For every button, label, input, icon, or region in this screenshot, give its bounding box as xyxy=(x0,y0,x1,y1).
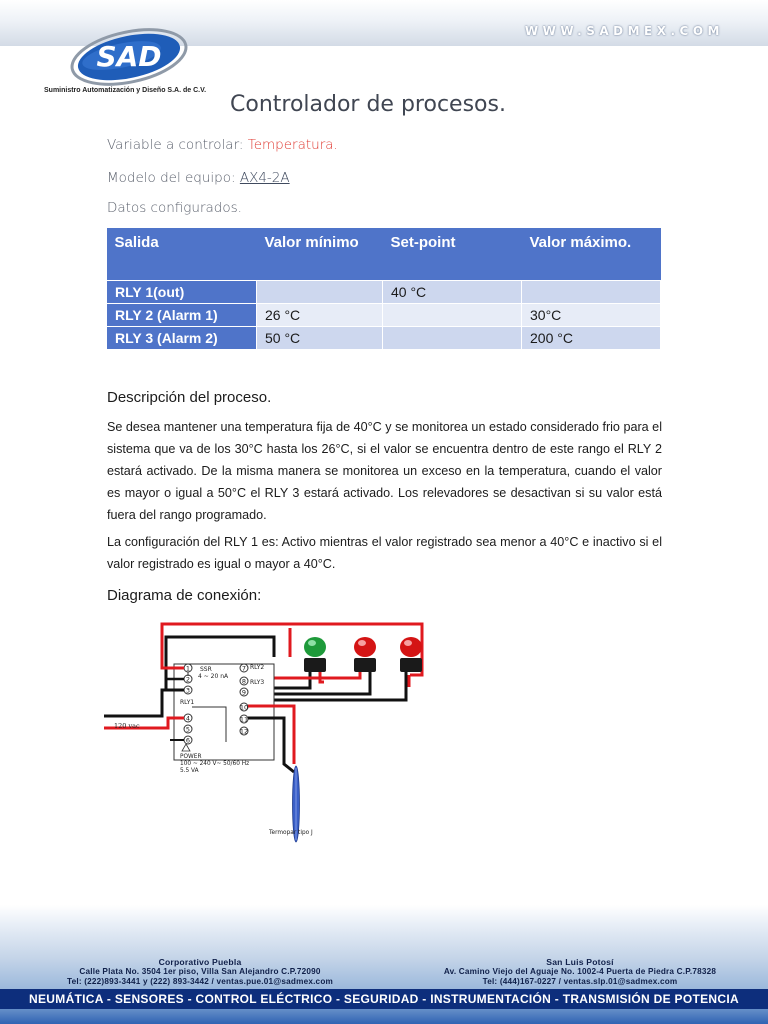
svg-text:9: 9 xyxy=(241,688,247,697)
col-header-max: Valor máximo. xyxy=(522,228,661,280)
pilot-light-red xyxy=(400,637,422,672)
model-line xyxy=(107,170,290,186)
sad-logo xyxy=(64,24,194,90)
rly1-label: RLY1 xyxy=(180,699,195,706)
description-paragraph-1: Se desea mantener una temperatura fija de 40°C y se monitorea un estado considerado frio para el sistema que va de los 30°C hasta los 26°C, si el valor se encuentra dentro de este rango el RLY 2 estará activado. De la misma manera se monitorea un exceso en la temperatura, cuando el valor es mayor o igual a 50°C el RLY 3 estará activado. Los relevadores se desactivan si su valor está fuera del rango programado. xyxy=(107,420,662,522)
table-row xyxy=(107,303,661,326)
svg-text:4: 4 xyxy=(185,714,191,723)
svg-text:6: 6 xyxy=(185,736,191,745)
power-label: POWER xyxy=(180,754,202,760)
svg-text:8: 8 xyxy=(241,677,247,686)
table-row xyxy=(107,326,661,349)
col-header-setpoint: Set-point xyxy=(383,228,522,280)
cell-setpoint xyxy=(383,303,522,326)
footer-contact-line: Tel: (222)893-3441 y (222) 893-3442 / ventas.pue.01@sadmex.com xyxy=(67,977,333,986)
cell-max: 30°C xyxy=(522,303,661,326)
logo-text: SAD xyxy=(96,40,162,73)
svg-text:11: 11 xyxy=(239,715,249,724)
row-label: RLY 1(out) xyxy=(107,280,257,303)
footer-address-slp xyxy=(410,957,750,987)
power-spec: 100 ~ 240 V~ 50/60 Hz xyxy=(180,761,250,767)
ssr-range-label: 4 ~ 20 nA xyxy=(198,673,229,680)
cell-min: 50 °C xyxy=(257,326,383,349)
cell-min: 26 °C xyxy=(257,303,383,326)
footer-contact-line: Tel: (444)167-0227 / ventas.slp.01@sadmex.com xyxy=(482,977,678,986)
row-label: RLY 2 (Alarm 1) xyxy=(107,303,257,326)
svg-text:7: 7 xyxy=(241,664,247,673)
row-label: RLY 3 (Alarm 2) xyxy=(107,326,257,349)
rly2-label: RLY2 xyxy=(250,664,265,671)
cell-setpoint: 40 °C xyxy=(383,280,522,303)
col-header-output: Salida xyxy=(107,228,257,280)
logo-caption: Suministro Automatización y Diseño S.A. de C.V. xyxy=(44,87,207,94)
rly3-label: RLY3 xyxy=(250,679,265,686)
table-row xyxy=(107,280,661,303)
description-paragraph-2: La configuración del RLY 1 es: Activo mientras el valor registrado sea menor a 40°C e inactivo si el valor registrado es igual o mayor a 40°C. xyxy=(107,535,662,571)
description-heading: Descripción del proceso. xyxy=(107,389,272,406)
table-header-row xyxy=(107,228,661,280)
cell-max: 200 °C xyxy=(522,326,661,349)
ssr-label: SSR xyxy=(200,666,212,673)
wire-supply-black xyxy=(104,690,184,716)
document-title: Controlador de procesos. xyxy=(230,92,506,117)
svg-text:1: 1 xyxy=(185,664,191,673)
footer-address-line: Av. Camino Viejo del Aguaje No. 1002-4 Puerta de Piedra C.P.78328 xyxy=(443,967,717,976)
connection-diagram xyxy=(104,612,444,852)
pilot-light-red xyxy=(354,637,376,672)
footer-tagline: NEUMÁTICA - SENSORES - CONTROL ELÉCTRICO - SEGURIDAD - INSTRUMENTACIÓN - TRANSMISIÓN DE POTENCIA xyxy=(0,989,768,1009)
footer-address-line: Calle Plata No. 3504 1er piso, Villa San Alejandro C.P.72090 xyxy=(79,967,321,976)
model-label: Modelo del equipo: xyxy=(107,170,240,186)
footer-heading-puebla: Corporativo Puebla xyxy=(158,957,242,967)
cell-setpoint xyxy=(383,326,522,349)
data-heading: Datos configurados. xyxy=(107,200,242,216)
svg-text:12: 12 xyxy=(239,727,249,736)
thermocouple-label: Termopar tipo J xyxy=(269,830,313,836)
svg-text:5: 5 xyxy=(185,725,191,734)
model-link[interactable]: AX4-2A xyxy=(239,170,290,186)
col-header-min: Valor mínimo xyxy=(257,228,383,280)
footer-heading-slp: San Luis Potosí xyxy=(546,957,614,967)
supply-label: 120 vac xyxy=(114,722,140,730)
power-va: 5.5 VA xyxy=(180,768,199,774)
pilot-light-green xyxy=(304,637,326,672)
svg-text:3: 3 xyxy=(185,686,191,695)
website-url[interactable]: WWW.SADMEX.COM xyxy=(524,24,724,38)
svg-text:10: 10 xyxy=(239,703,249,712)
cell-max xyxy=(522,280,661,303)
variable-value: Temperatura. xyxy=(247,137,338,153)
cell-min xyxy=(257,280,383,303)
diagram-heading: Diagrama de conexión: xyxy=(107,587,262,604)
footer-address-puebla xyxy=(40,957,360,987)
variable-line xyxy=(107,137,338,153)
variable-label: Variable a controlar: xyxy=(107,137,248,153)
svg-text:2: 2 xyxy=(185,675,191,684)
config-table xyxy=(106,228,661,350)
